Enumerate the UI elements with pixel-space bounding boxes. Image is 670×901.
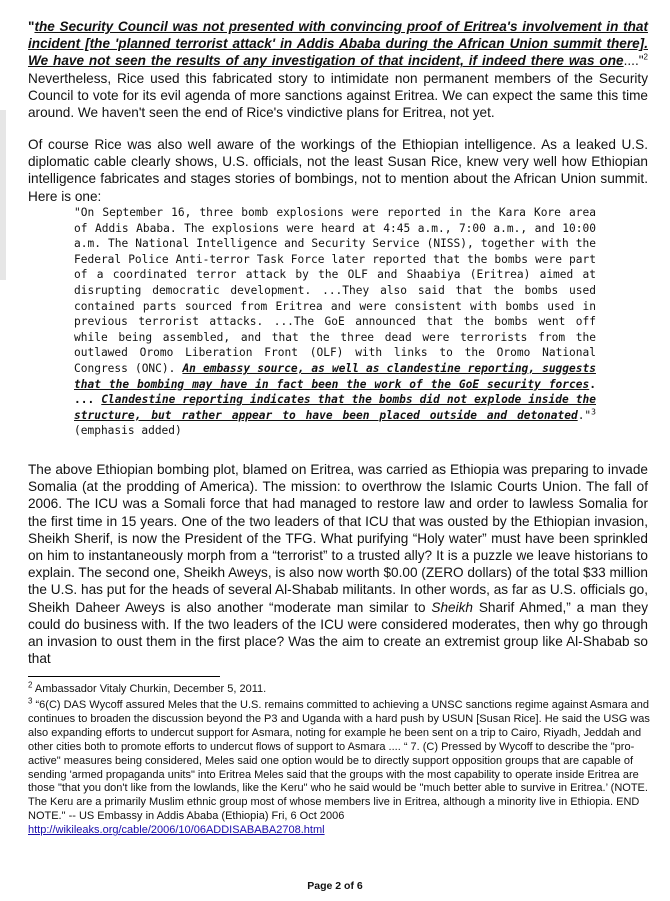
blockquote-separator: . ... [74,377,596,407]
paragraph-3-italic: Sheikh [431,599,473,615]
footnote-2-number: 2 [28,680,33,690]
wikileaks-link[interactable]: http://wikileaks.org/cable/2006/10/06ADDISABABA2708.html [28,824,325,837]
blockquote-text: "On September 16, three bomb explosions were reported in the Kara Kore area of Addis Ababa. The explosions were heard at 4:45 a.m., 7:00 a.m., and 10:00 a.m. The National Intelligence and Security Service (NISS), together with the Federal Police Anti-terror Task Force later reported that the bombs were part of a coordinated terror attack by the OLF and Shaabiya (Eritrea) aimed at disrupting democratic development. ...They also said that the bombs used contained parts sourced from Eritrea and were consistent with bombs used in previous terrorist attacks. ...The GoE announced that the bombs went off while being assembled, and that the three dead were terrorists from the outlawed Oromo Liberation Front (OLF) with links to the Oromo National Congress (ONC). [74,206,596,375]
quote-open-mark: " [28,19,35,34]
paragraph-3-part-1: The above Ethiopian bombing plot, blamed on Eritrea, was carried as Ethiopia was preparing to invade Somalia (at the prodding of America). The mission: to overthrow the Islamic Courts Union. The fall of 2006. The ICU was a Somali force that had managed to restore law and order to lawless Somalia for the first time in 15 years. One of the two leaders of that ICU that was ousted by the Ethiopian invasion, Sheikh Sherif, is now the President of the TFG. What purifying “Holy water” must have been sprinkled on him to instantaneously morph from a “terrorist” to a trusted ally? It is a puzzle we leave historians to explain. The second one, Sheikh Aweys, is also now worth $0.00 (ZERO dollars) of the total $33 million the U.S. has put for the heads of several Al-Shabab militants. In other words, as far as U.S. officials go, Sheikh Daheer Aweys is also another “moderate man similar to [28,462,648,615]
footnote-2 [28,680,650,697]
paragraph-1-rest: Nevertheless, Rice used this fabricated story to intimidate non permanent members of the Security Council to vote for its evil agenda of more sanctions against Eritrea. We can expect the same this time around. We haven't seen the end of Rice's vindictive plans for Eritrea, not yet. [28,70,648,121]
cable-blockquote [74,205,596,439]
margin-bar [0,110,6,280]
blockquote-tail: (emphasis added) [74,424,182,438]
footnote-3-text: “6(C) DAS Wycoff assured Meles that the U.S. remains committed to achieving a UNSC sanctions regime against Asmara and continues to broaden the discussion beyond the P3 and Uganda with a hard push by USUN [Susan Rice]. He said the USG was also expanding efforts to undercut support for Asmara, noting for example he been sent on a trip to Cairo, Riyadh, Jeddah and other cities both to promote efforts to undercut flows of support to Asmara .... “ 7. (C) Pressed by Wycoff to describe the "pro-active" measures being considered, Meles said one option would be to directly support opposition groups that are capable of sending 'armed propaganda units" into Eritrea Meles said that the groups with the most capability to operate inside Eritrea are those "that you don't like from the lowlands, like the Keru" who he said would be "much better able to survive in Eritrea.’ (NOTE. The Keru are a primarily Muslim ethnic group most of whose members live in Eritrea, although a minority live in Ethiopia. END NOTE." -- US Embassy in Addis Ababa (Ethiopia) Fri, 6 Oct 2006 [28,699,650,823]
emphasized-quote: the Security Council was not presented with convincing proof of Eritrea's involvement in that incident [the 'planned terrorist attack' in Addis Ababa during the African Union summit there]. We have not seen the results of any investigation of that incident, if indeed there was one [28,19,648,69]
paragraph-3 [28,461,648,667]
footnote-2-text: Ambassador Vitaly Churkin, December 5, 2011. [32,683,267,695]
footnote-ref-3[interactable]: 3 [591,406,596,416]
footnote-3 [28,696,650,838]
blockquote-emphasis-2: Clandestine reporting indicates that the bombs did not explode inside the structure, but rather appear to have been placed outside and detonated [74,393,596,422]
footnote-ref-2[interactable]: 2 [643,52,648,62]
page-number: Page 2 of 6 [307,880,363,892]
footnote-3-number: 3 [28,696,33,706]
paragraph-1 [28,18,648,121]
paragraph-3-part-2: Sharif Ahmed,” a man they could do business with. If the two leaders of the ICU were considered moderates, then why go through an invasion to oust them in the first place? Was the aim to create an extremist group like Al-Shabab so that [28,599,648,667]
quote-close: ...." [623,53,644,69]
blockquote-close: ." [577,408,592,422]
paragraph-2: Of course Rice was also well aware of the workings of the Ethiopian intelligence. As a leaked U.S. diplomatic cable clearly shows, U.S. officials, not the least Susan Rice, knew very well how Ethiopian intelligence fabricates and stages stories of bombings, not to mention about the African Union summit. Here is one: [28,137,648,204]
blockquote-emphasis-1: An embassy source, as well as clandestine reporting, suggests that the bombing may have in fact been the work of the GoE security forces [74,361,596,391]
footnote-divider [28,676,220,677]
